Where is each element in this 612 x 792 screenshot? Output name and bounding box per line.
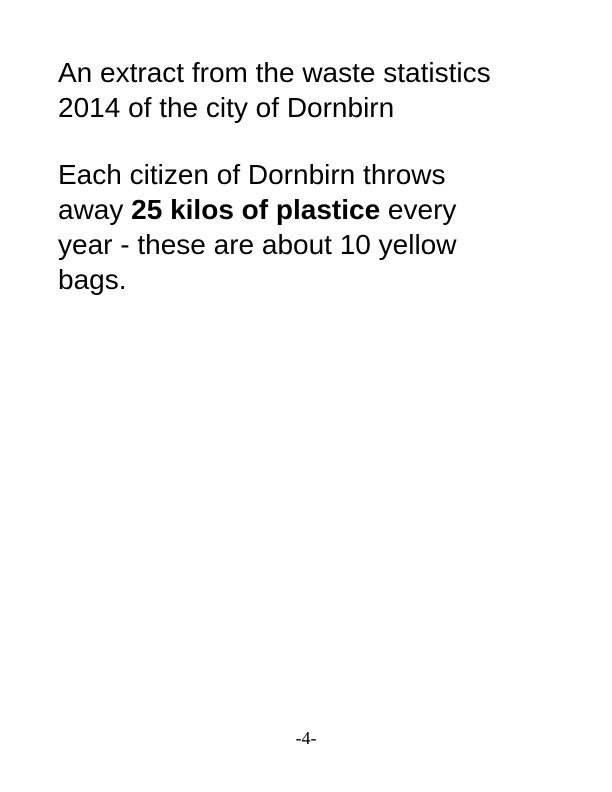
intro-paragraph (58, 55, 578, 125)
intro-line-1: An extract from the waste statistics (58, 57, 491, 88)
page-number: -4- (295, 728, 317, 748)
plastic-amount-emphasis: 25 kilos of plastice (131, 194, 381, 225)
statistic-line-4: bags. (58, 264, 127, 295)
statistic-line-2-prefix: away (58, 194, 132, 225)
statistic-paragraph (58, 157, 578, 297)
statistic-line-2 (58, 192, 578, 227)
statistic-line-1: Each citizen of Dornbirn throws (58, 159, 446, 190)
statistic-line-3: year - these are about 10 yellow (58, 229, 457, 260)
statistic-line-2-suffix: every (380, 194, 457, 225)
intro-line-2: 2014 of the city of Dornbirn (58, 92, 395, 123)
